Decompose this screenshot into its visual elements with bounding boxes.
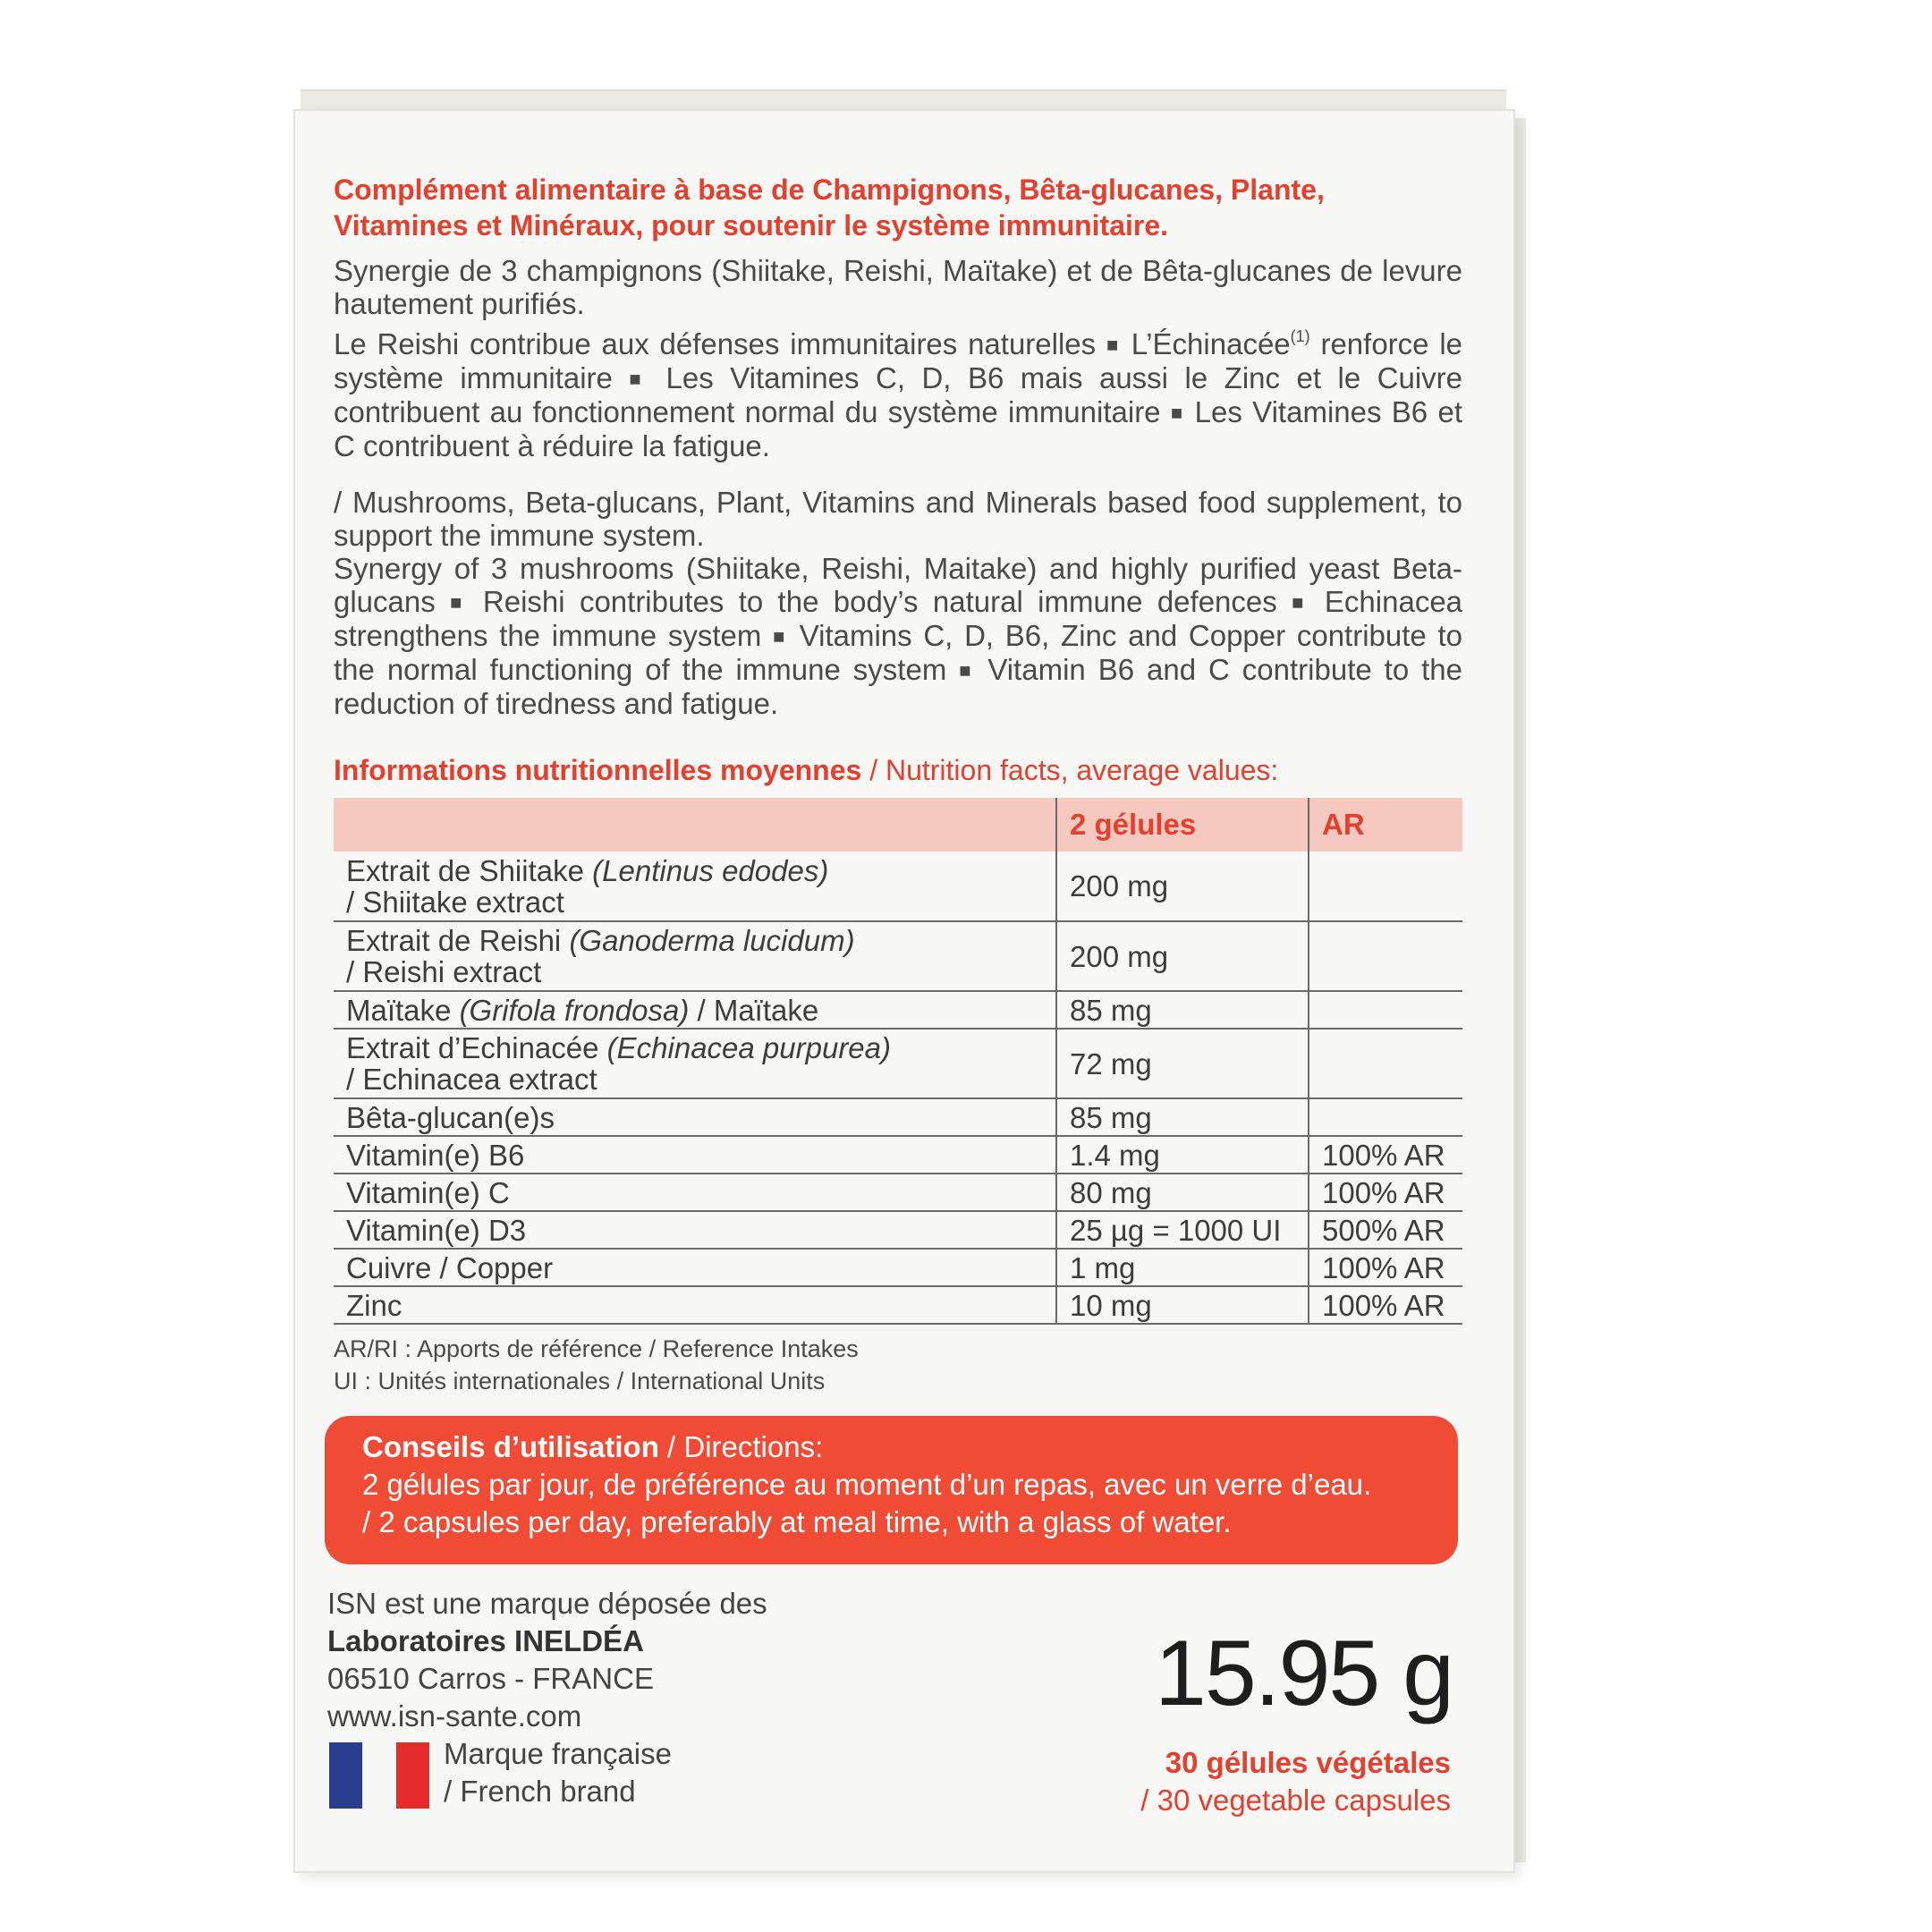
ar-cell: 100% AR: [1309, 1286, 1462, 1324]
ar-cell: 100% AR: [1309, 1249, 1462, 1286]
french-brand-label: Marque française / French brand: [444, 1737, 672, 1808]
ar-cell: [1309, 921, 1462, 991]
dose-cell: 72 mg: [1056, 1029, 1309, 1098]
dose-cell: 200 mg: [1056, 852, 1309, 921]
bullet-square-icon: ■: [450, 591, 469, 614]
footnote-ui: UI : Unités internationales / International Units: [334, 1368, 826, 1394]
bullet-square-icon: ■: [629, 368, 650, 390]
website: www.isn-sante.com: [327, 1699, 582, 1733]
bullet-square-icon: ■: [1106, 334, 1121, 356]
nutrition-row: [334, 921, 1462, 991]
dose-cell: 25 µg = 1000 UI: [1056, 1211, 1309, 1249]
directions-fr: 2 gélules par jour, de préférence au moment d’un repas, avec un verre d’eau.: [362, 1468, 1372, 1501]
ar-cell: 100% AR: [1309, 1136, 1462, 1174]
nutrition-row: [334, 1098, 1462, 1136]
bullet-square-icon: ■: [959, 659, 976, 682]
dose-cell: 85 mg: [1056, 991, 1309, 1029]
english-description: / Mushrooms, Beta-glucans, Plant, Vitamins and Minerals based food supplement, to support the immune system. Synergy of 3 mushrooms (Shiitake, Reishi, Maitake) and highly purified yeast Beta-glucans ■ Reishi contributes to the body’s natural immune defences ■ Echinacea strengthens the immune system ■ Vitamins C, D, B6, Zinc and Copper contribute to the normal functioning of the immune system ■ Vitamin B6 and C contribute to the reduction of tiredness and fatigue.: [334, 486, 1463, 720]
ingredient-cell: Maïtake (Grifola frondosa) / Maïtake: [334, 991, 1056, 1029]
ingredient-cell: Vitamin(e) B6: [334, 1136, 1056, 1174]
footnotes: [334, 1333, 859, 1397]
nutrition-row: [334, 991, 1462, 1029]
ar-cell: [1309, 852, 1462, 921]
directions-en: / 2 capsules per day, preferably at meal time, with a glass of water.: [362, 1505, 1232, 1538]
bullet-square-icon: ■: [1170, 402, 1185, 424]
ingredient-cell: Extrait d’Echinacée (Echinacea purpurea) / Echinacea extract: [334, 1029, 1056, 1098]
directions-panel: [325, 1416, 1458, 1564]
nutrition-row: [334, 1211, 1462, 1249]
description-block: [334, 172, 1462, 787]
nutrition-row: [334, 1136, 1462, 1174]
dose-cell: 1.4 mg: [1056, 1136, 1309, 1174]
net-weight: 15.95 g: [1155, 1622, 1453, 1725]
nutrition-row: [334, 1286, 1462, 1324]
ingredient-cell: Extrait de Reishi (Ganoderma lucidum) / Reishi extract: [334, 921, 1056, 991]
footnote-ar: AR/RI : Apports de référence / Reference Intakes: [334, 1335, 859, 1362]
ar-cell: 100% AR: [1309, 1174, 1462, 1211]
ingredient-cell: Bêta-glucan(e)s: [334, 1098, 1056, 1136]
dose-cell: 80 mg: [1056, 1174, 1309, 1211]
nutrition-header-row: [334, 798, 1462, 852]
header-ingredient: [334, 798, 1056, 852]
dose-cell: 10 mg: [1056, 1286, 1309, 1324]
french-flag-icon: [329, 1742, 429, 1809]
nutrition-row: [334, 1249, 1462, 1286]
ingredient-cell: Zinc: [334, 1286, 1056, 1324]
ar-cell: [1309, 1098, 1462, 1136]
ingredient-cell: Vitamin(e) C: [334, 1174, 1056, 1211]
french-description: Synergie de 3 champignons (Shiitake, Reishi, Maïtake) et de Bêta-glucanes de levure hautement purifiés. Le Reishi contribue aux défenses immunitaires naturelles ■ L’Échinacée$^{(1)}$ renforce le système immunitaire ■ Les Vitamines C, D, B6 mais aussi le Zinc et le Cuivre contribuent au fonctionnement normal du système immunitaire ■ Les Vitamines B6 et C contribuent à réduire la fatigue.: [334, 254, 1463, 462]
ingredient-cell: Cuivre / Copper: [334, 1249, 1056, 1286]
ingredient-cell: Extrait de Shiitake (Lentinus edodes) / Shiitake extract: [334, 852, 1056, 921]
nutrition-title: Informations nutritionnelles moyennes / Nutrition facts, average values:: [334, 754, 1279, 786]
header-dose: 2 gélules: [1056, 798, 1309, 852]
dose-cell: 1 mg: [1056, 1249, 1309, 1286]
nutrition-row: [334, 852, 1462, 921]
dose-cell: 200 mg: [1056, 921, 1309, 991]
ingredient-cell: Vitamin(e) D3: [334, 1211, 1056, 1249]
ar-cell: 500% AR: [1309, 1211, 1462, 1249]
directions-title: Conseils d’utilisation / Directions:: [362, 1430, 824, 1463]
box-side-edge: [1513, 118, 1526, 1862]
bullet-square-icon: ■: [1292, 591, 1310, 614]
product-claim: Complément alimentaire à base de Champignons, Bêta-glucanes, Plante, Vitamines et Minéraux, pour soutenir le système immunitaire.: [334, 174, 1325, 242]
nutrition-table: [334, 798, 1462, 1325]
dose-cell: 85 mg: [1056, 1098, 1309, 1136]
header-ar: AR: [1309, 798, 1462, 852]
ar-cell: [1309, 991, 1462, 1029]
capsule-count: 30 gélules végétales / 30 vegetable capsules: [1140, 1746, 1451, 1817]
nutrition-row: [334, 1174, 1462, 1211]
manufacturer-info: ISN est une marque déposée des Laboratoires INELDÉA 06510 Carros - FRANCE www.isn-sante.com: [327, 1585, 767, 1735]
nutrition-row: [334, 1029, 1462, 1098]
ar-cell: [1309, 1029, 1462, 1098]
bullet-square-icon: ■: [773, 625, 788, 648]
